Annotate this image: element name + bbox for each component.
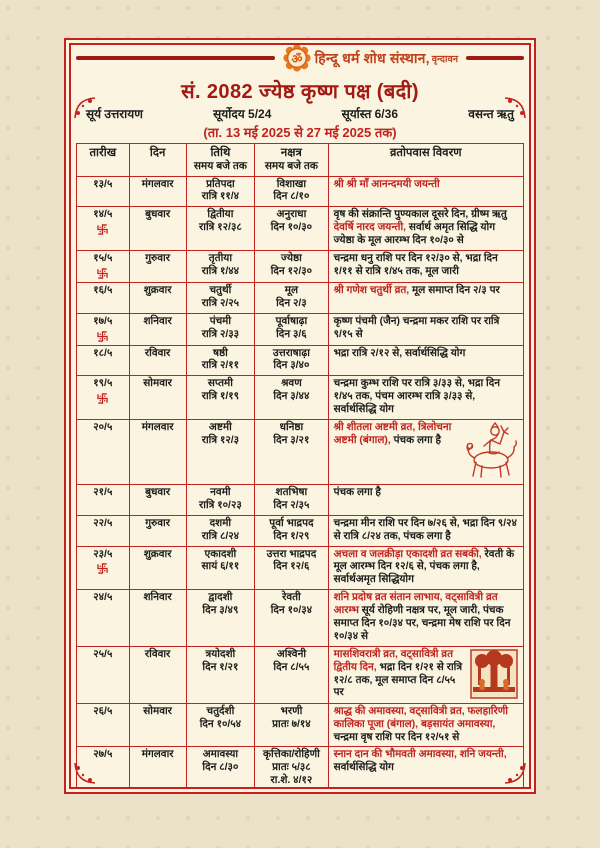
date-value: २३/५ xyxy=(93,548,113,560)
table-row xyxy=(77,313,524,345)
date-cell xyxy=(77,313,130,345)
details-cell xyxy=(328,376,523,420)
vat-savitri-image xyxy=(470,649,518,699)
date-value: १४/५ xyxy=(93,209,113,221)
nakshatra-cell: धनिष्ठा दिन ३/२१ xyxy=(255,419,328,484)
corner-ornament-icon xyxy=(504,762,526,784)
details-cell xyxy=(328,546,523,590)
details-cell xyxy=(328,515,523,546)
nakshatra-cell: कृत्तिका/रोहिणी प्रातः ५/३८ रा.शे. ४/१२ xyxy=(255,747,328,789)
details-segment: पंचक लगा है xyxy=(333,486,381,498)
tithi-cell: चतुर्दशी दिन १०/५४ xyxy=(186,703,255,747)
nakshatra-cell: उत्तरा भाद्रपद दिन १२/६ xyxy=(255,546,328,590)
col-header-tithi-label: तिथि xyxy=(210,147,231,159)
details-segment: रेवती के मूल आरम्भ दिन १२/६ से, पंचक लगा है, सर्वार्थअमृत सिद्धियोग xyxy=(333,548,515,586)
day-cell: शनिवार xyxy=(129,313,186,345)
tithi-cell: अष्टमी रात्रि १२/३ xyxy=(186,419,255,484)
details-cell xyxy=(328,282,523,313)
nakshatra-cell: अश्विनी दिन ८/५५ xyxy=(255,646,328,703)
details-segment: श्री श्री माँ आनन्दमयी जयन्ती xyxy=(333,178,440,190)
day-cell: बुधवार xyxy=(129,484,186,515)
details-cell xyxy=(328,703,523,747)
day-cell: मंगलवार xyxy=(129,747,186,789)
date-value: २१/५ xyxy=(93,486,113,498)
date-value: २४/५ xyxy=(93,592,113,604)
details-cell xyxy=(328,747,523,789)
corner-ornament-icon xyxy=(504,97,526,119)
table-row xyxy=(77,376,524,420)
details-segment: शनि प्रदोष व्रत संतान लाभाय, वट्सावित्री व्रत आरम्भ xyxy=(333,592,498,617)
tithi-cell: अमावस्या दिन ८/३० xyxy=(186,747,255,789)
details-cell xyxy=(328,590,523,647)
swastika-icon xyxy=(96,562,109,575)
nakshatra-cell: मूल दिन २/३ xyxy=(255,282,328,313)
om-symbol: ॐ xyxy=(291,51,303,66)
details-segment: चन्द्रमा वृष राशि पर दिन १२/५१ से xyxy=(333,731,460,743)
header-rule-left xyxy=(76,56,275,60)
nakshatra-cell: भरणी प्रातः ७/१४ xyxy=(255,703,328,747)
details-cell xyxy=(328,345,523,376)
sun-info-row xyxy=(76,105,524,122)
page-title: सं. 2082 ज्येष्ठ कृष्ण पक्ष (बदी) xyxy=(181,81,419,103)
table-row xyxy=(77,747,524,789)
details-segment: सर्वार्थसिद्धि योग xyxy=(333,762,394,774)
date-value: १८/५ xyxy=(93,347,113,359)
table-row xyxy=(77,419,524,484)
nakshatra-cell: पूर्वा भाद्रपद दिन १/२९ xyxy=(255,515,328,546)
date-cell xyxy=(77,546,130,590)
col-header-tithi-sub: समय बजे तक xyxy=(193,160,247,173)
date-cell xyxy=(77,176,130,207)
col-header-day: दिन xyxy=(129,144,186,177)
org-name: हिन्दू धर्म शोध संस्थान, xyxy=(314,49,430,66)
details-segment: श्राद्ध की अमावस्या, वट्सावित्री व्रत, फलहारिणी कालिका पूजा (बंगाल), बड़सायंत अमावस्या, xyxy=(333,705,508,730)
tithi-cell: एकादशी सायं ६/११ xyxy=(186,546,255,590)
panchang-table-body xyxy=(77,176,524,789)
nakshatra-cell: शतभिषा दिन २/३५ xyxy=(255,484,328,515)
col-header-date: तारीख xyxy=(77,144,130,177)
date-cell xyxy=(77,250,130,282)
details-segment: भद्रा दिन १/२१ से रात्रि १२/८ तक, मूल समाप्त दिन ८/५५ पर xyxy=(333,661,463,699)
date-value: १५/५ xyxy=(93,252,113,264)
date-value: १९/५ xyxy=(93,378,113,390)
date-cell xyxy=(77,484,130,515)
details-cell xyxy=(328,313,523,345)
date-cell xyxy=(77,646,130,703)
header-row xyxy=(77,144,524,177)
table-row xyxy=(77,282,524,313)
day-cell: शुक्रवार xyxy=(129,282,186,313)
table-row xyxy=(77,703,524,747)
day-cell: रविवार xyxy=(129,646,186,703)
date-cell xyxy=(77,207,130,251)
date-value: २२/५ xyxy=(93,517,113,529)
day-cell: सोमवार xyxy=(129,376,186,420)
details-segment: सूर्य रोहिणी नक्षत्र पर, मूल जारी, पंचक समाप्त दिन १०/३४ पर, चन्द्रमा मेष राशि पर दिन १०/३४ से xyxy=(333,605,511,642)
date-value: २७/५ xyxy=(93,749,113,761)
tithi-cell: पंचमी रात्रि २/३३ xyxy=(186,313,255,345)
panchang-table-head xyxy=(77,144,524,177)
tithi-cell: नवमी रात्रि १०/२३ xyxy=(186,484,255,515)
day-cell: गुरुवार xyxy=(129,515,186,546)
details-segment: श्री शीतला अष्टमी व्रत, त्रिलोचना अष्टमी (बंगाल), xyxy=(333,421,452,446)
sunset-time: सूर्यास्त 6/36 xyxy=(341,107,398,121)
day-cell: शनिवार xyxy=(129,590,186,647)
details-cell xyxy=(328,646,523,703)
col-header-nakshatra-sub: समय बजे तक xyxy=(264,160,318,173)
details-cell xyxy=(328,176,523,207)
tithi-cell: षष्ठी रात्रि २/११ xyxy=(186,345,255,376)
date-cell xyxy=(77,515,130,546)
details-segment: चन्द्रमा धनु राशि पर दिन १२/३० से, भद्रा दिन १/११ से रात्रि १/४५ तक, मूल जारी xyxy=(333,252,498,277)
nakshatra-cell: ज्येष्ठा दिन १२/३० xyxy=(255,250,328,282)
details-cell xyxy=(328,419,523,484)
date-cell xyxy=(77,345,130,376)
corner-ornament-icon xyxy=(74,97,96,119)
details-segment: सर्वार्थ अमृत सिद्धि योग ज्येष्ठा के मूल आरम्भ दिन १०/३० से xyxy=(333,222,496,247)
nakshatra-cell: अनुराधा दिन १०/३० xyxy=(255,207,328,251)
swastika-icon xyxy=(96,223,109,236)
tithi-cell: प्रतिपदा रात्रि ११/४ xyxy=(186,176,255,207)
date-cell xyxy=(77,703,130,747)
date-value: १७/५ xyxy=(93,315,113,327)
org-place: वृन्दावन xyxy=(431,53,458,65)
details-segment: मासशिवरात्री व्रत, वट्सावित्री व्रत द्वितीय दिन, xyxy=(333,648,453,673)
nakshatra-cell: उत्तराषाढ़ा दिन ३/४० xyxy=(255,345,328,376)
col-header-nakshatra-label: नक्षत्र xyxy=(280,147,302,159)
org-header xyxy=(76,43,524,75)
date-value: १३/५ xyxy=(93,178,113,190)
table-row xyxy=(77,250,524,282)
details-cell xyxy=(328,207,523,251)
details-segment: पंचक लगा है xyxy=(390,434,441,446)
page-frame xyxy=(64,38,536,794)
day-cell: बुधवार xyxy=(129,207,186,251)
sun-direction: सूर्य उत्तरायण xyxy=(86,107,143,121)
tithi-cell: सप्तमी रात्रि १/१९ xyxy=(186,376,255,420)
details-segment: चन्द्रमा मीन राशि पर दिन ७/२६ से, भद्रा दिन ९/२४ से रात्रि ८/२४ तक, पंचक लगा है xyxy=(333,517,517,542)
details-segment: वृष की संक्रान्ति पुण्यकाल दूसरे दिन, ग्रीष्म ऋतु xyxy=(333,209,507,221)
panchang-table xyxy=(76,143,524,789)
tithi-cell: द्वादशी दिन ३/४९ xyxy=(186,590,255,647)
swastika-icon xyxy=(96,267,109,280)
season: वसन्त ऋतु xyxy=(468,107,514,121)
tithi-cell: चतुर्थी रात्रि २/२५ xyxy=(186,282,255,313)
col-header-nakshatra xyxy=(255,144,328,177)
page-frame-inner xyxy=(69,43,531,789)
day-cell: रविवार xyxy=(129,345,186,376)
swastika-icon xyxy=(96,330,109,343)
table-row xyxy=(77,176,524,207)
table-row xyxy=(77,590,524,647)
day-cell: मंगलवार xyxy=(129,419,186,484)
swastika-icon xyxy=(96,392,109,405)
day-cell: गुरुवार xyxy=(129,250,186,282)
date-range: (ता. 13 मई 2025 से 27 मई 2025 तक) xyxy=(203,125,397,140)
sunrise-time: सूर्योदय 5/24 xyxy=(213,107,272,121)
details-segment: देवर्षि नारद जयन्ती, xyxy=(333,222,407,234)
details-segment: श्री गणेश चतुर्थी व्रत, xyxy=(333,284,410,296)
details-cell xyxy=(328,484,523,515)
date-value: १६/५ xyxy=(93,284,113,296)
table-row xyxy=(77,515,524,546)
date-cell xyxy=(77,419,130,484)
header-rule-right xyxy=(466,56,524,60)
nakshatra-cell: विशाखा दिन ८/१० xyxy=(255,176,328,207)
details-segment: अचला व जलक्रीड़ा एकादशी व्रत सबकी, xyxy=(333,548,482,560)
tithi-cell: दशमी रात्रि ८/२४ xyxy=(186,515,255,546)
nakshatra-cell: श्रवण दिन ३/४४ xyxy=(255,376,328,420)
details-segment: कृष्ण पंचमी (जैन) चन्द्रमा मकर राशि पर रात्रि ९/१५ से xyxy=(333,315,500,340)
col-header-details: व्रतोपवास विवरण xyxy=(328,144,523,177)
day-cell: सोमवार xyxy=(129,703,186,747)
table-row xyxy=(77,546,524,590)
details-segment: स्नान दान की भौमवती अमावस्या, शनि जयन्ती, xyxy=(333,749,507,761)
nakshatra-cell: रेवती दिन १०/३४ xyxy=(255,590,328,647)
details-segment: मूल समाप्त दिन २/३ पर xyxy=(409,284,500,296)
table-row xyxy=(77,345,524,376)
day-cell: मंगलवार xyxy=(129,176,186,207)
details-cell xyxy=(328,250,523,282)
shitala-mata-image xyxy=(462,422,518,480)
om-lotus-icon xyxy=(281,43,313,74)
date-cell xyxy=(77,376,130,420)
date-value: २५/५ xyxy=(93,648,113,660)
nakshatra-cell: पूर्वाषाढ़ा दिन ३/६ xyxy=(255,313,328,345)
table-row xyxy=(77,646,524,703)
date-value: २०/५ xyxy=(93,421,113,433)
tithi-cell: तृतीया रात्रि १/४४ xyxy=(186,250,255,282)
date-value: २६/५ xyxy=(93,705,113,717)
date-cell xyxy=(77,590,130,647)
day-cell: शुक्रवार xyxy=(129,546,186,590)
details-segment: चन्द्रमा कुम्भ राशि पर रात्रि ३/३३ से, भद्रा दिन १/४५ तक, पंचम आरम्भ रात्रि ३/३३ से, सर्वार्थसिद्धि योग xyxy=(333,378,501,416)
tithi-cell: द्वितीया रात्रि १२/३८ xyxy=(186,207,255,251)
date-cell xyxy=(77,282,130,313)
col-header-tithi xyxy=(186,144,255,177)
table-row xyxy=(77,484,524,515)
table-row xyxy=(77,207,524,251)
tithi-cell: त्रयोदशी दिन १/२१ xyxy=(186,646,255,703)
corner-ornament-icon xyxy=(74,762,96,784)
details-segment: भद्रा रात्रि २/१२ से, सर्वार्थसिद्धि योग xyxy=(333,347,466,359)
